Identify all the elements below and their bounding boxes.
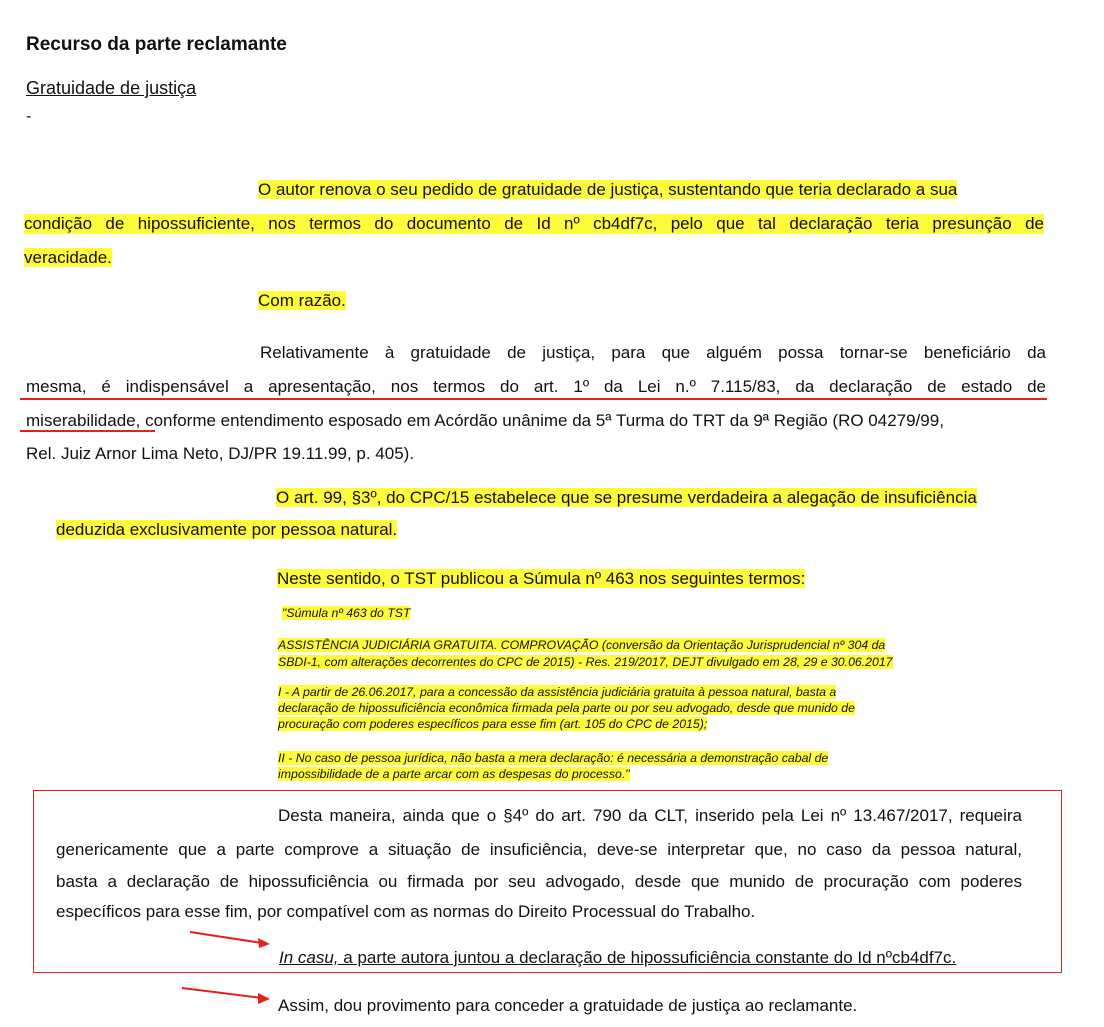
p4-line2: deduzida exclusivamente por pessoa natural. [56, 520, 398, 539]
p1-line1: O autor renova o seu pedido de gratuidade de justiça, sustentando que teria declarado a sua [258, 180, 958, 199]
red-arrow-icon [188, 928, 272, 950]
red-arrow-icon [180, 984, 272, 1006]
p3-line1: Relativamente à gratuidade de justiça, para que alguém possa tornar-se beneficiário da [260, 343, 1046, 362]
quote-head-1: ASSISTÊNCIA JUDICIÁRIA GRATUITA. COMPROVAÇÃO (conversão da Orientação Jurisprudencial nº 304 da [278, 638, 886, 652]
red-underline-1 [20, 398, 1047, 400]
quote-item-ii-1: II - No caso de pessoa jurídica, não basta a mera declaração: é necessária a demonstração cabal de [278, 751, 829, 765]
p8-line: Assim, dou provimento para conceder a gratuidade de justiça ao reclamante. [278, 996, 858, 1015]
p7-line: In casu, a parte autora juntou a declaração de hipossuficiência constante do Id nºcb4df7c. [279, 948, 957, 967]
quote-head-2: SBDI-1, com alterações decorrentes do CPC de 2015) - Res. 219/2017, DEJT divulgado em 28, 29 e 30.06.2017 [278, 655, 893, 669]
p5-line: Neste sentido, o TST publicou a Súmula nº 463 nos seguintes termos: [277, 569, 806, 588]
p1-line2: condição de hipossuficiente, nos termos do documento de Id nº cb4df7c, pelo que tal declaração teria presunção de [24, 214, 1044, 233]
p4-line1: O art. 99, §3º, do CPC/15 estabelece que se presume verdadeira a alegação de insuficiência [276, 488, 977, 507]
dash-marker: - [26, 108, 32, 125]
p6-line3: basta a declaração de hipossuficiência ou firmada por seu advogado, desde que munido de procuração com poderes [56, 872, 1022, 891]
quote-item-ii-2: impossibilidade de a parte arcar com as despesas do processo." [278, 767, 630, 781]
p6-line2: genericamente que a parte comprove a situação de insuficiência, deve-se interpretar que, no caso da pessoa natural, [56, 840, 1022, 859]
section-subtitle: Gratuidade de justiça [26, 78, 197, 98]
p1-line3: veracidade. [24, 248, 112, 267]
p3-line2: mesma, é indispensável a apresentação, nos termos do art. 1º da Lei n.º 7.115/83, da declaração de estado de [26, 377, 1046, 396]
p6-line4: específicos para esse fim, por compatível com as normas do Direito Processual do Trabalho. [56, 902, 756, 921]
section-title: Recurso da parte reclamante [26, 34, 287, 55]
red-underline-2 [20, 430, 155, 432]
p6-line1: Desta maneira, ainda que o §4º do art. 790 da CLT, inserido pela Lei nº 13.467/2017, requeira [278, 806, 1022, 825]
quote-item-i-2: declaração de hipossuficiência econômica firmada pela parte ou por seu advogado, desde que munido de [278, 701, 855, 715]
p3-line4: Rel. Juiz Arnor Lima Neto, DJ/PR 19.11.99, p. 405). [26, 444, 415, 463]
quote-item-i-1: I - A partir de 26.06.2017, para a concessão da assistência judiciária gratuita à pessoa natural, basta a [278, 685, 837, 699]
quote-item-i-3: procuração com poderes específicos para esse fim (art. 105 do CPC de 2015); [278, 717, 708, 731]
p2-line: Com razão. [258, 291, 346, 310]
p3-line3: miserabilidade, conforme entendimento esposado em Acórdão unânime da 5ª Turma do TRT da 9ª Região (RO 04279/99, [26, 411, 944, 430]
quote-title: "Súmula nº 463 do TST [282, 606, 411, 620]
